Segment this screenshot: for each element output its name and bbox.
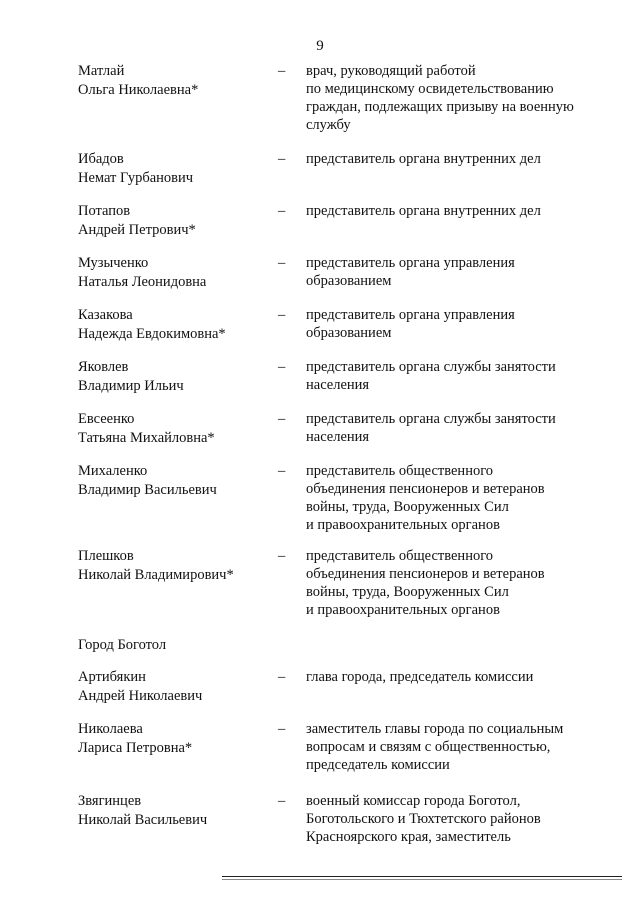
role-line: представитель органа внутренних дел <box>306 203 541 219</box>
dash-separator: – <box>278 669 286 685</box>
role-line: службу <box>306 117 351 133</box>
dash-separator: – <box>278 307 286 323</box>
dash-separator: – <box>278 411 286 427</box>
role-line: войны, труда, Вооруженных Сил <box>306 584 509 600</box>
member-name <box>78 462 278 500</box>
dash-separator: – <box>278 203 286 219</box>
member-surname: Артибякин <box>78 669 146 685</box>
role-line: образованием <box>306 273 392 289</box>
role-line: и правоохранительных органов <box>306 517 500 533</box>
member-given-names: Владимир Васильевич <box>78 482 217 498</box>
role-line: представитель органа службы занятости <box>306 359 556 375</box>
role-line: глава города, председатель комиссии <box>306 669 534 685</box>
member-surname: Яковлев <box>78 359 129 375</box>
member-given-names: Лариса Петровна* <box>78 740 193 756</box>
role-line: представитель органа службы занятости <box>306 411 556 427</box>
section-heading: Город Боготол <box>78 637 167 653</box>
member-surname: Звягинцев <box>78 793 142 809</box>
member-name <box>78 720 278 758</box>
role-line: объединения пенсионеров и ветеранов <box>306 566 545 582</box>
member-given-names: Надежда Евдокимовна* <box>78 326 226 342</box>
member-role <box>306 358 606 394</box>
member-surname: Матлай <box>78 63 125 79</box>
member-name <box>78 410 278 448</box>
role-line: представитель органа управления <box>306 255 515 271</box>
role-line: вопросам и связям с общественностью, <box>306 739 551 755</box>
member-role <box>306 792 606 846</box>
role-line: Боготольского и Тюхтетского районов <box>306 811 541 827</box>
dash-separator: – <box>278 793 286 809</box>
member-name <box>78 792 278 830</box>
member-name <box>78 668 278 706</box>
member-role <box>306 410 606 446</box>
member-role <box>306 306 606 342</box>
member-given-names: Андрей Петрович* <box>78 222 196 238</box>
page-number: 9 <box>316 38 324 54</box>
member-given-names: Андрей Николаевич <box>78 688 203 704</box>
member-given-names: Наталья Леонидовна <box>78 274 207 290</box>
role-line: представитель общественного <box>306 548 494 564</box>
role-line: представитель органа внутренних дел <box>306 151 541 167</box>
member-surname: Михаленко <box>78 463 148 479</box>
member-name <box>78 306 278 344</box>
dash-separator: – <box>278 548 286 564</box>
dash-separator: – <box>278 721 286 737</box>
member-surname: Плешков <box>78 548 134 564</box>
role-line: представитель органа управления <box>306 307 515 323</box>
dash-separator: – <box>278 463 286 479</box>
member-given-names: Ольга Николаевна* <box>78 82 199 98</box>
member-surname: Казакова <box>78 307 133 323</box>
member-role <box>306 720 606 774</box>
member-surname: Евсеенко <box>78 411 135 427</box>
member-role <box>306 202 606 220</box>
role-line: заместитель главы города по социальным <box>306 721 564 737</box>
dash-separator: – <box>278 151 286 167</box>
member-role <box>306 668 606 686</box>
member-role <box>306 62 606 134</box>
member-role <box>306 547 606 619</box>
member-surname: Николаева <box>78 721 143 737</box>
member-surname: Потапов <box>78 203 131 219</box>
member-role <box>306 254 606 290</box>
member-given-names: Николай Васильевич <box>78 812 208 828</box>
role-line: военный комиссар города Боготол, <box>306 793 521 809</box>
member-given-names: Владимир Ильич <box>78 378 184 394</box>
role-line: председатель комиссии <box>306 757 450 773</box>
role-line: объединения пенсионеров и ветеранов <box>306 481 545 497</box>
role-line: населения <box>306 377 370 393</box>
role-line: образованием <box>306 325 392 341</box>
member-name <box>78 358 278 396</box>
role-line: врач, руководящий работой <box>306 63 476 79</box>
member-name <box>78 202 278 240</box>
dash-separator: – <box>278 359 286 375</box>
member-role <box>306 150 606 168</box>
role-line: по медицинскому освидетельствованию <box>306 81 554 97</box>
member-given-names: Немат Гурбанович <box>78 170 194 186</box>
member-given-names: Татьяна Михайловна* <box>78 430 215 446</box>
member-surname: Ибадов <box>78 151 124 167</box>
role-line: войны, труда, Вооруженных Сил <box>306 499 509 515</box>
member-given-names: Николай Владимирович* <box>78 567 234 583</box>
member-name <box>78 150 278 188</box>
footer-rule-shadow <box>222 879 622 880</box>
role-line: представитель общественного <box>306 463 494 479</box>
dash-separator: – <box>278 63 286 79</box>
member-surname: Музыченко <box>78 255 149 271</box>
role-line: граждан, подлежащих призыву на военную <box>306 99 574 115</box>
member-name <box>78 254 278 292</box>
footer-rule <box>222 876 622 877</box>
role-line: населения <box>306 429 370 445</box>
role-line: и правоохранительных органов <box>306 602 500 618</box>
member-name <box>78 62 278 100</box>
dash-separator: – <box>278 255 286 271</box>
member-role <box>306 462 606 534</box>
member-name <box>78 547 278 585</box>
role-line: Красноярского края, заместитель <box>306 829 511 845</box>
